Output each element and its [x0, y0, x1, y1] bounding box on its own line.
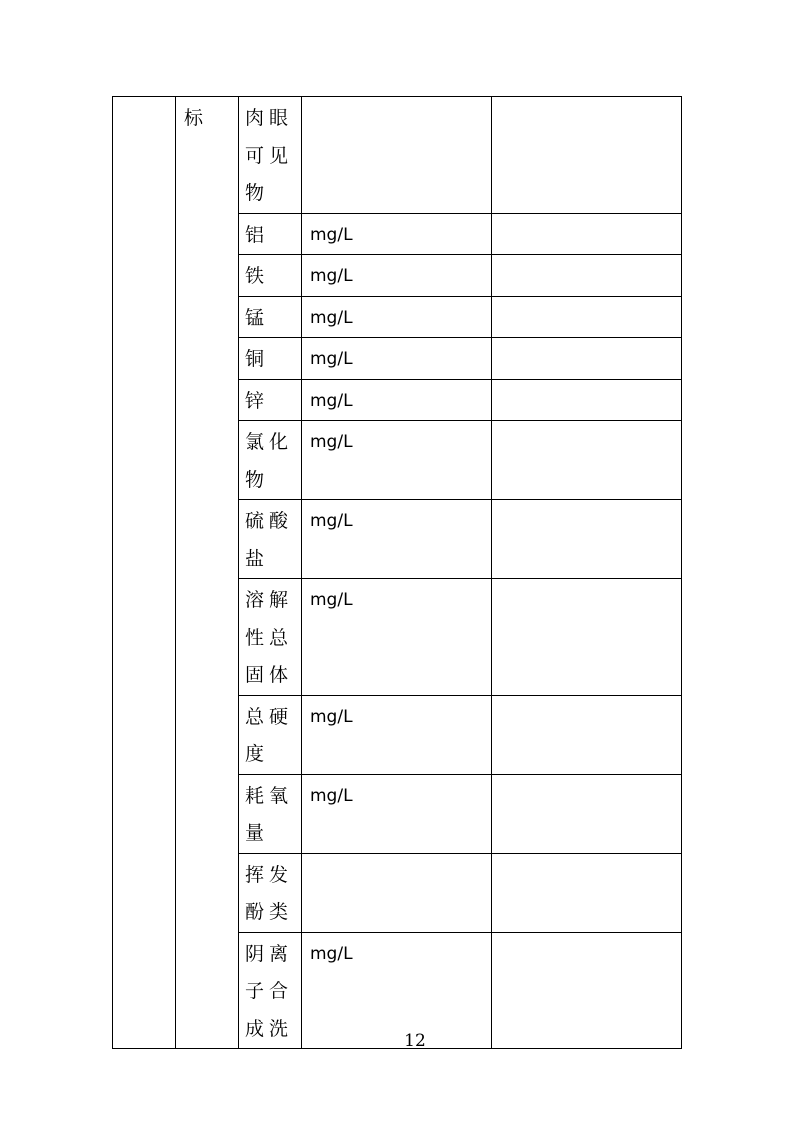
unit-cell: mg/L [302, 421, 492, 500]
blank-group-cell [113, 97, 176, 1049]
item-name-line: 可见 [245, 144, 294, 167]
item-name-line: 成洗 [245, 1017, 294, 1040]
item-name-cell [239, 421, 302, 500]
value-cell [492, 379, 682, 421]
unit-cell: mg/L [302, 213, 492, 255]
item-name-cell [239, 695, 302, 774]
item-name-line: 耗氧 [245, 784, 294, 807]
unit-cell: mg/L [302, 579, 492, 696]
value-cell [492, 695, 682, 774]
item-name-line: 硫酸 [245, 510, 294, 532]
item-name-line: 物 [245, 182, 270, 204]
item-name-line: 铝 [245, 223, 270, 246]
item-name-line: 酚类 [245, 901, 294, 923]
item-name-line: 溶解 [245, 589, 294, 611]
item-name-line: 盐 [245, 547, 270, 570]
item-name-line: 阴离 [245, 942, 294, 965]
item-name-line: 子合 [245, 980, 294, 1002]
item-name-cell [239, 97, 302, 214]
table-row [113, 97, 682, 214]
unit-cell: mg/L [302, 695, 492, 774]
item-name-line: 性总 [245, 626, 294, 649]
item-name-line: 固体 [245, 664, 294, 686]
item-name-cell [239, 853, 302, 932]
item-name-cell [239, 296, 302, 338]
value-cell [492, 296, 682, 338]
unit-cell: mg/L [302, 338, 492, 380]
item-name-cell [239, 338, 302, 380]
value-cell [492, 774, 682, 853]
item-name-cell [239, 255, 302, 297]
value-cell [492, 97, 682, 214]
unit-cell [302, 853, 492, 932]
item-name-cell [239, 774, 302, 853]
item-name-line: 氯化 [245, 431, 294, 453]
item-name-line: 度 [245, 743, 270, 765]
value-cell [492, 421, 682, 500]
value-cell [492, 579, 682, 696]
item-name-cell [239, 379, 302, 421]
unit-cell: mg/L [302, 932, 492, 1049]
unit-cell: mg/L [302, 255, 492, 297]
value-cell [492, 500, 682, 579]
item-name-line: 铜 [245, 348, 270, 370]
item-name-cell [239, 213, 302, 255]
unit-cell: mg/L [302, 379, 492, 421]
item-name-line: 物 [245, 468, 270, 491]
value-cell [492, 255, 682, 297]
unit-cell: mg/L [302, 500, 492, 579]
value-cell [492, 213, 682, 255]
item-name-line: 量 [245, 822, 270, 844]
item-name-cell [239, 500, 302, 579]
item-name-line: 总硬 [245, 705, 294, 728]
item-name-line: 铁 [245, 265, 270, 287]
unit-cell: mg/L [302, 296, 492, 338]
item-name-line: 肉眼 [245, 107, 294, 129]
item-name-line: 锰 [245, 306, 270, 329]
unit-cell: mg/L [302, 774, 492, 853]
water-quality-table [112, 96, 682, 1049]
value-cell [492, 853, 682, 932]
item-name-line: 挥发 [245, 863, 294, 886]
item-name-line: 锌 [245, 389, 270, 412]
item-name-cell [239, 579, 302, 696]
value-cell [492, 338, 682, 380]
page-number: 12 [404, 1031, 426, 1051]
category-cell: 标 [176, 97, 239, 1049]
unit-cell [302, 97, 492, 214]
